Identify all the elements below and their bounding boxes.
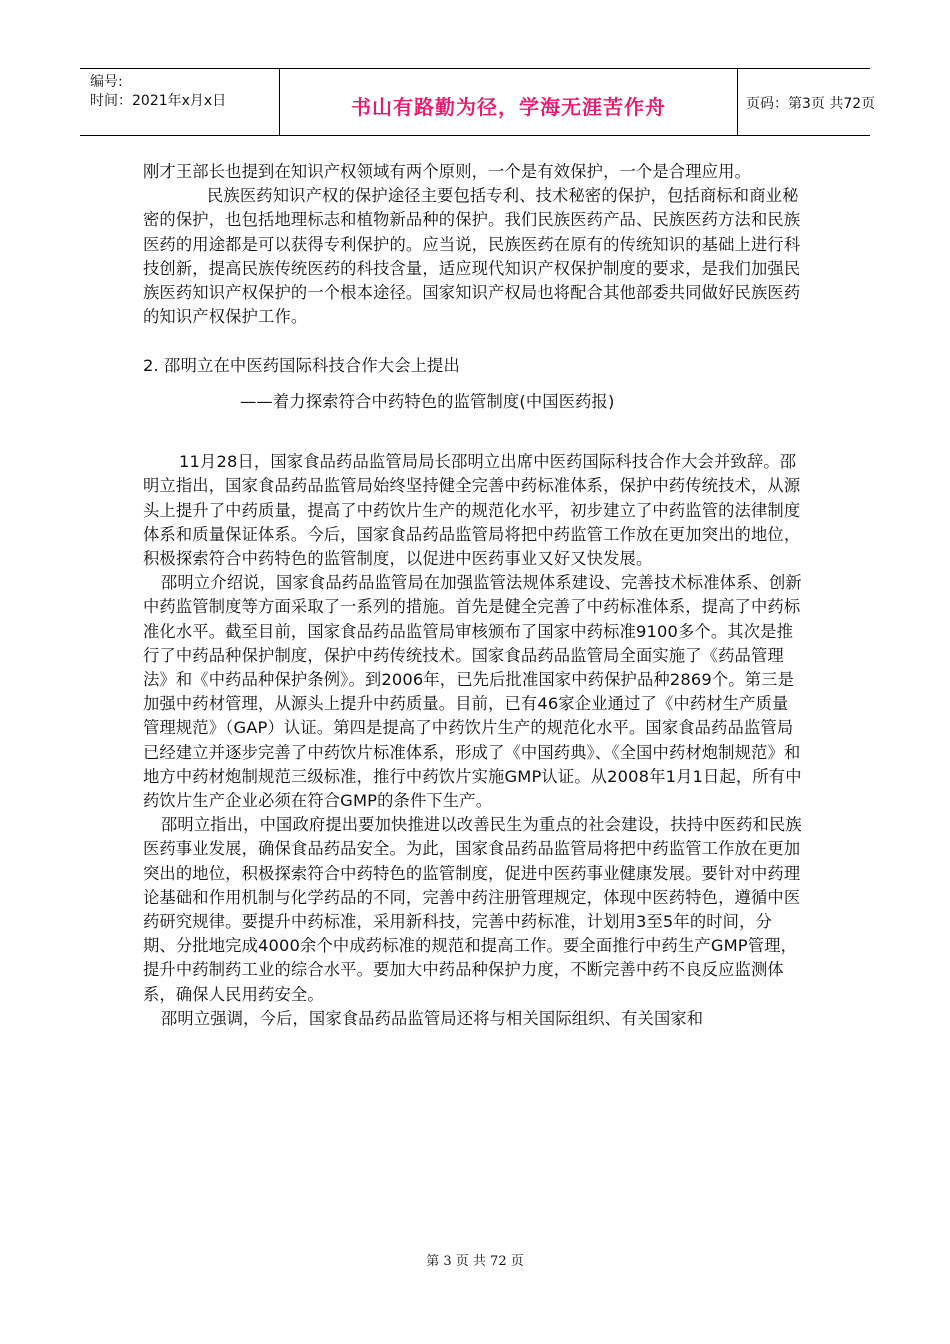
header-motto-cell [280, 69, 738, 135]
document-body [143, 160, 803, 1031]
section-title: 2. 邵明立在中医药国际科技合作大会上提出 [143, 355, 460, 375]
paragraph-measures: 邵明立介绍说，国家食品药品监管局在加强监管法规体系建设、完善技术标准体系、创新中药监管制度等方面采取了一系列的措施。首先是健全完善了中药标准体系，提高了中药标准化水平。截至目前，国家食品药品监管局审核颁布了国家中药标准9100多个。其次是推行了中药品种保护制度，保护中药传统技术。国家食品药品监管局全面实施了《药品管理法》和《中药品种保护条例》。到2006年，已先后批准国家中药保护品种2869个。第三是加强中药材管理，从源头上提升中药质量。目前，已有46家企业通过了《中药材生产质量管理规范》（GAP）认证。第四是提高了中药饮片生产的规范化水平。国家食品药品监管局已经建立并逐步完善了中药饮片标准体系，形成了《中国药典》、《全国中药材炮制规范》和地方中药材炮制规范三级标准，推行中药饮片实施GMP认证。从2008年1月1日起，所有中药饮片生产企业必须在符合GMP的条件下生产。 [143, 573, 802, 811]
header-page-cell [738, 69, 876, 135]
paragraph-protection-paths: 民族医药知识产权的保护途径主要包括专利、技术秘密的保护，包括商标和商业秘密的保护，也包括地理标志和植物新品种的保护。我们民族医药产品、民族医药方法和民族医药的用途都是可以获得专利保护的。应当说，民族医药在原有的传统知识的基础上进行科技创新，提高民族传统医药的科技含量，适应现代知识产权保护制度的要求，是我们加强民族医药知识产权保护的一个根本途径。国家知识产权局也将配合其他部委共同做好民族医药的知识产权保护工作。 [143, 186, 801, 327]
document-date-label: 时间：2021年x月x日 [90, 93, 227, 109]
section-subtitle: ——着力探索符合中药特色的监管制度(中国医药报) [240, 391, 615, 411]
header-page-info: 页码：第3页 共72页 [746, 96, 876, 112]
paragraph-quote-intro: 刚才王部长也提到在知识产权领域有两个原则，一个是有效保护，一个是合理应用。 [143, 162, 751, 181]
paragraph-policy: 邵明立指出，中国政府提出要加快推进以改善民生为重点的社会建设，扶持中医药和民族医药事业发展，确保食品药品安全。为此，国家食品药品监管局将把中药监管工作放在更加突出的地位，积极探索符合中药特色的监管制度，促进中医药事业健康发展。要针对中药理论基础和作用机制与化学药品的不同，完善中药注册管理规定，体现中医药特色，遵循中医药研究规律。要提升中药标准，采用新科技，完善中药标准，计划用3至5年的时间，分期、分批地完成4000余个中成药标准的规范和提高工作。要全面推行中药生产GMP管理，提升中药制药工业的综合水平。要加大中药品种保护力度，不断完善中药不良反应监测体系，确保人民用药安全。 [143, 815, 802, 1004]
page-footer: 第 3 页 共 72 页 [426, 1254, 524, 1269]
header-meta-cell [80, 69, 280, 135]
paragraph-emphasis: 邵明立强调，今后，国家食品药品监管局还将与相关国际组织、有关国家和 [161, 1008, 704, 1028]
document-number-label: 编号: [90, 74, 123, 90]
header-motto: 书山有路勤为径，学海无涯苦作舟 [351, 95, 666, 119]
document-header [80, 68, 876, 136]
paragraph-news-lead: 11月28日，国家食品药品监管局局长邵明立出席中医药国际科技合作大会并致辞。邵明立指出，国家食品药品监管局始终坚持健全完善中药标准体系，保护中药传统技术，从源头上提升了中药质量，提高了中药饮片生产的规范化水平，初步建立了中药监管的法律制度体系和质量保证体系。今后，国家食品药品监管局将把中药监管工作放在更加突出的地位，积极探索符合中药特色的监管制度，以促进中医药事业又好又快发展。 [143, 452, 801, 569]
